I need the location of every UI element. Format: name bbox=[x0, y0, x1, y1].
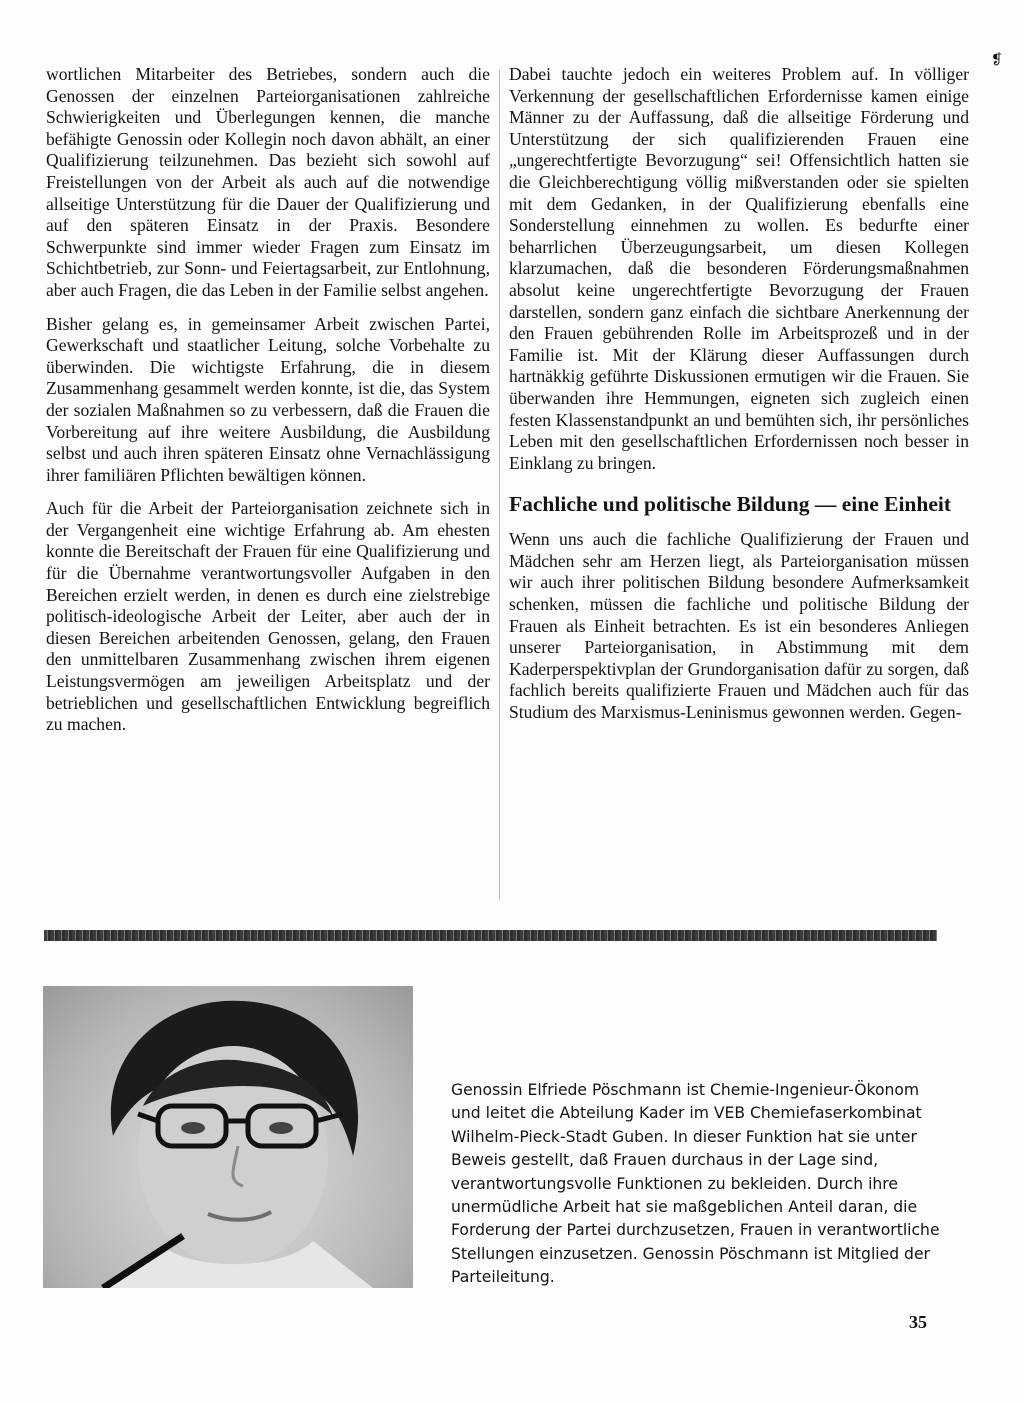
photo-caption: Genossin Elfriede Pöschmann ist Chemie-Ingenieur-Ökonom und leitet die Abteilung Kader im VEB Chemiefaserkombinat Wilhelm-Pieck-Stadt Guben. In dieser Funktion hat sie unter Beweis gestellt, daß Frauen durchaus in der Lage sind, verantwortungsvolle Funktionen zu bekleiden. Durch ihre unermüdliche Arbeit hat sie maßgeblichen Anteil daran, die Forderung der Partei durchzusetzen, Frauen in verantwortliche Stellungen einzusetzen. Genossin Pöschmann ist Mitglied der Parteileitung. bbox=[451, 1081, 940, 1287]
portrait-illustration bbox=[43, 986, 413, 1288]
horizontal-rule bbox=[44, 930, 937, 941]
paragraph: Auch für die Arbeit der Parteiorganisation zeichnete sich in der Vergangenheit eine wichtige Erfahrung ab. Am ehesten konnte die Bereitschaft der Frauen für eine Qualifizierung und für die Übernahme verantwortungsvoller Aufgaben in den Bereichen erzielt werden, in denen es durch eine zielstrebige politisch-ideologische Arbeit der Leiter, aber auch der in diesen Bereichen arbeitenden Genossen, gelang, den Frauen den unmittelbaren Zusammenhang zwischen ihrem eigenen Leistungsvermögen am jeweiligen Arbeitsplatz und der betrieblichen und gesellschaftlichen Entwicklung begreiflich zu machen. bbox=[46, 498, 490, 735]
page-number: 35 bbox=[909, 1312, 927, 1332]
paragraph: Bisher gelang es, in gemeinsamer Arbeit zwischen Partei, Gewerkschaft und staatlicher Leitung, solche Vorbehalte zu überwinden. Die wichtigste Erfahrung, die in diesem Zusammenhang gesammelt werden konnte, ist die, das System der sozialen Maßnahmen so zu verbessern, daß die Frauen die Vorbereitung auf ihre weitere Ausbildung, die Ausbildung selbst und auch ihren späteren Einsatz ohne Vernachlässigung ihrer familiären Pflichten bewältigen können. bbox=[46, 313, 490, 485]
right-text-column bbox=[509, 64, 969, 736]
paragraph: Dabei tauchte jedoch ein weiteres Problem auf. In völliger Verkennung der gesellschaftlichen Erfordernisse kamen einige Männer zu der Auffassung, daß die allseitige Förderung und Unterstützung der sich qualifizierenden Frauen eine „ungerechtfertigte Bevorzugung“ sei! Offensichtlich hatten sie die Gleichberechtigung völlig mißverstanden oder sie spielten mit dem Gedanken, in der Qualifizierung ebenfalls eine Sonderstellung einnehmen zu wollen. Es bedurfte einer beharrlichen Überzeugungsarbeit, um diesen Kollegen klarzumachen, daß die besonderen Förderungsmaßnahmen absolut keine ungerechtfertigte Bevorzugung der Frauen darstellen, sondern ganz einfach die sichtbare Anerkennung der den Frauen gebührenden Rolle im Arbeitsprozeß und in der Familie ist. Mit der Klärung dieser Auffassungen durch hartnäkkig geführte Diskussionen ermutigen wir die Frauen. Sie überwanden ihre Hemmungen, eigneten sich zugleich einen festen Klassenstandpunkt an und bemühten sich, ihr persönliches Leben mit den gesellschaftlichen Erfordernissen noch besser in Einklang zu bringen. bbox=[509, 64, 969, 473]
column-divider bbox=[499, 70, 500, 900]
paragraph: Wenn uns auch die fachliche Qualifizierung der Frauen und Mädchen sehr am Herzen liegt, als Parteiorganisation müssen wir auch ihrer politischen Bildung besondere Aufmerksamkeit schenken, müssen die fachliche und politische Bildung der Frauen als Einheit betrachten. Es ist ein besonderes Anliegen unserer Parteiorganisation, in Abstimmung mit dem Kaderperspektivplan der Grundorganisation dafür zu sorgen, daß fachlich bereits qualifizierte Frauen und Mädchen auch für das Studium des Marxismus-Leninismus gewonnen werden. Gegen- bbox=[509, 529, 969, 723]
section-heading: Fachliche und politische Bildung — eine Einheit bbox=[509, 492, 952, 517]
paragraph: wortlichen Mitarbeiter des Betriebes, sondern auch die Genossen der einzelnen Parteiorganisationen zahlreiche Schwierigkeiten und Überlegungen kennen, die manche befähigte Genossin oder Kollegin noch davon abhält, an einer Qualifizierung teilzunehmen. Das bezieht sich sowohl auf Freistellungen von der Arbeit als auch auf die notwendige allseitige Unterstützung für die Dauer der Qualifizierung und auf den späteren Einsatz in der Praxis. Besondere Schwerpunkte sind immer wieder Fragen zum Einsatz im Schichtbetrieb, zur Sonn- und Feiertagsarbeit, zur Entlohnung, aber auch Fragen, die das Leben in der Familie selbst angehen. bbox=[46, 64, 490, 300]
corner-mark: ❡ bbox=[991, 52, 1003, 68]
left-text-column bbox=[46, 64, 490, 748]
portrait-photo bbox=[43, 986, 413, 1288]
